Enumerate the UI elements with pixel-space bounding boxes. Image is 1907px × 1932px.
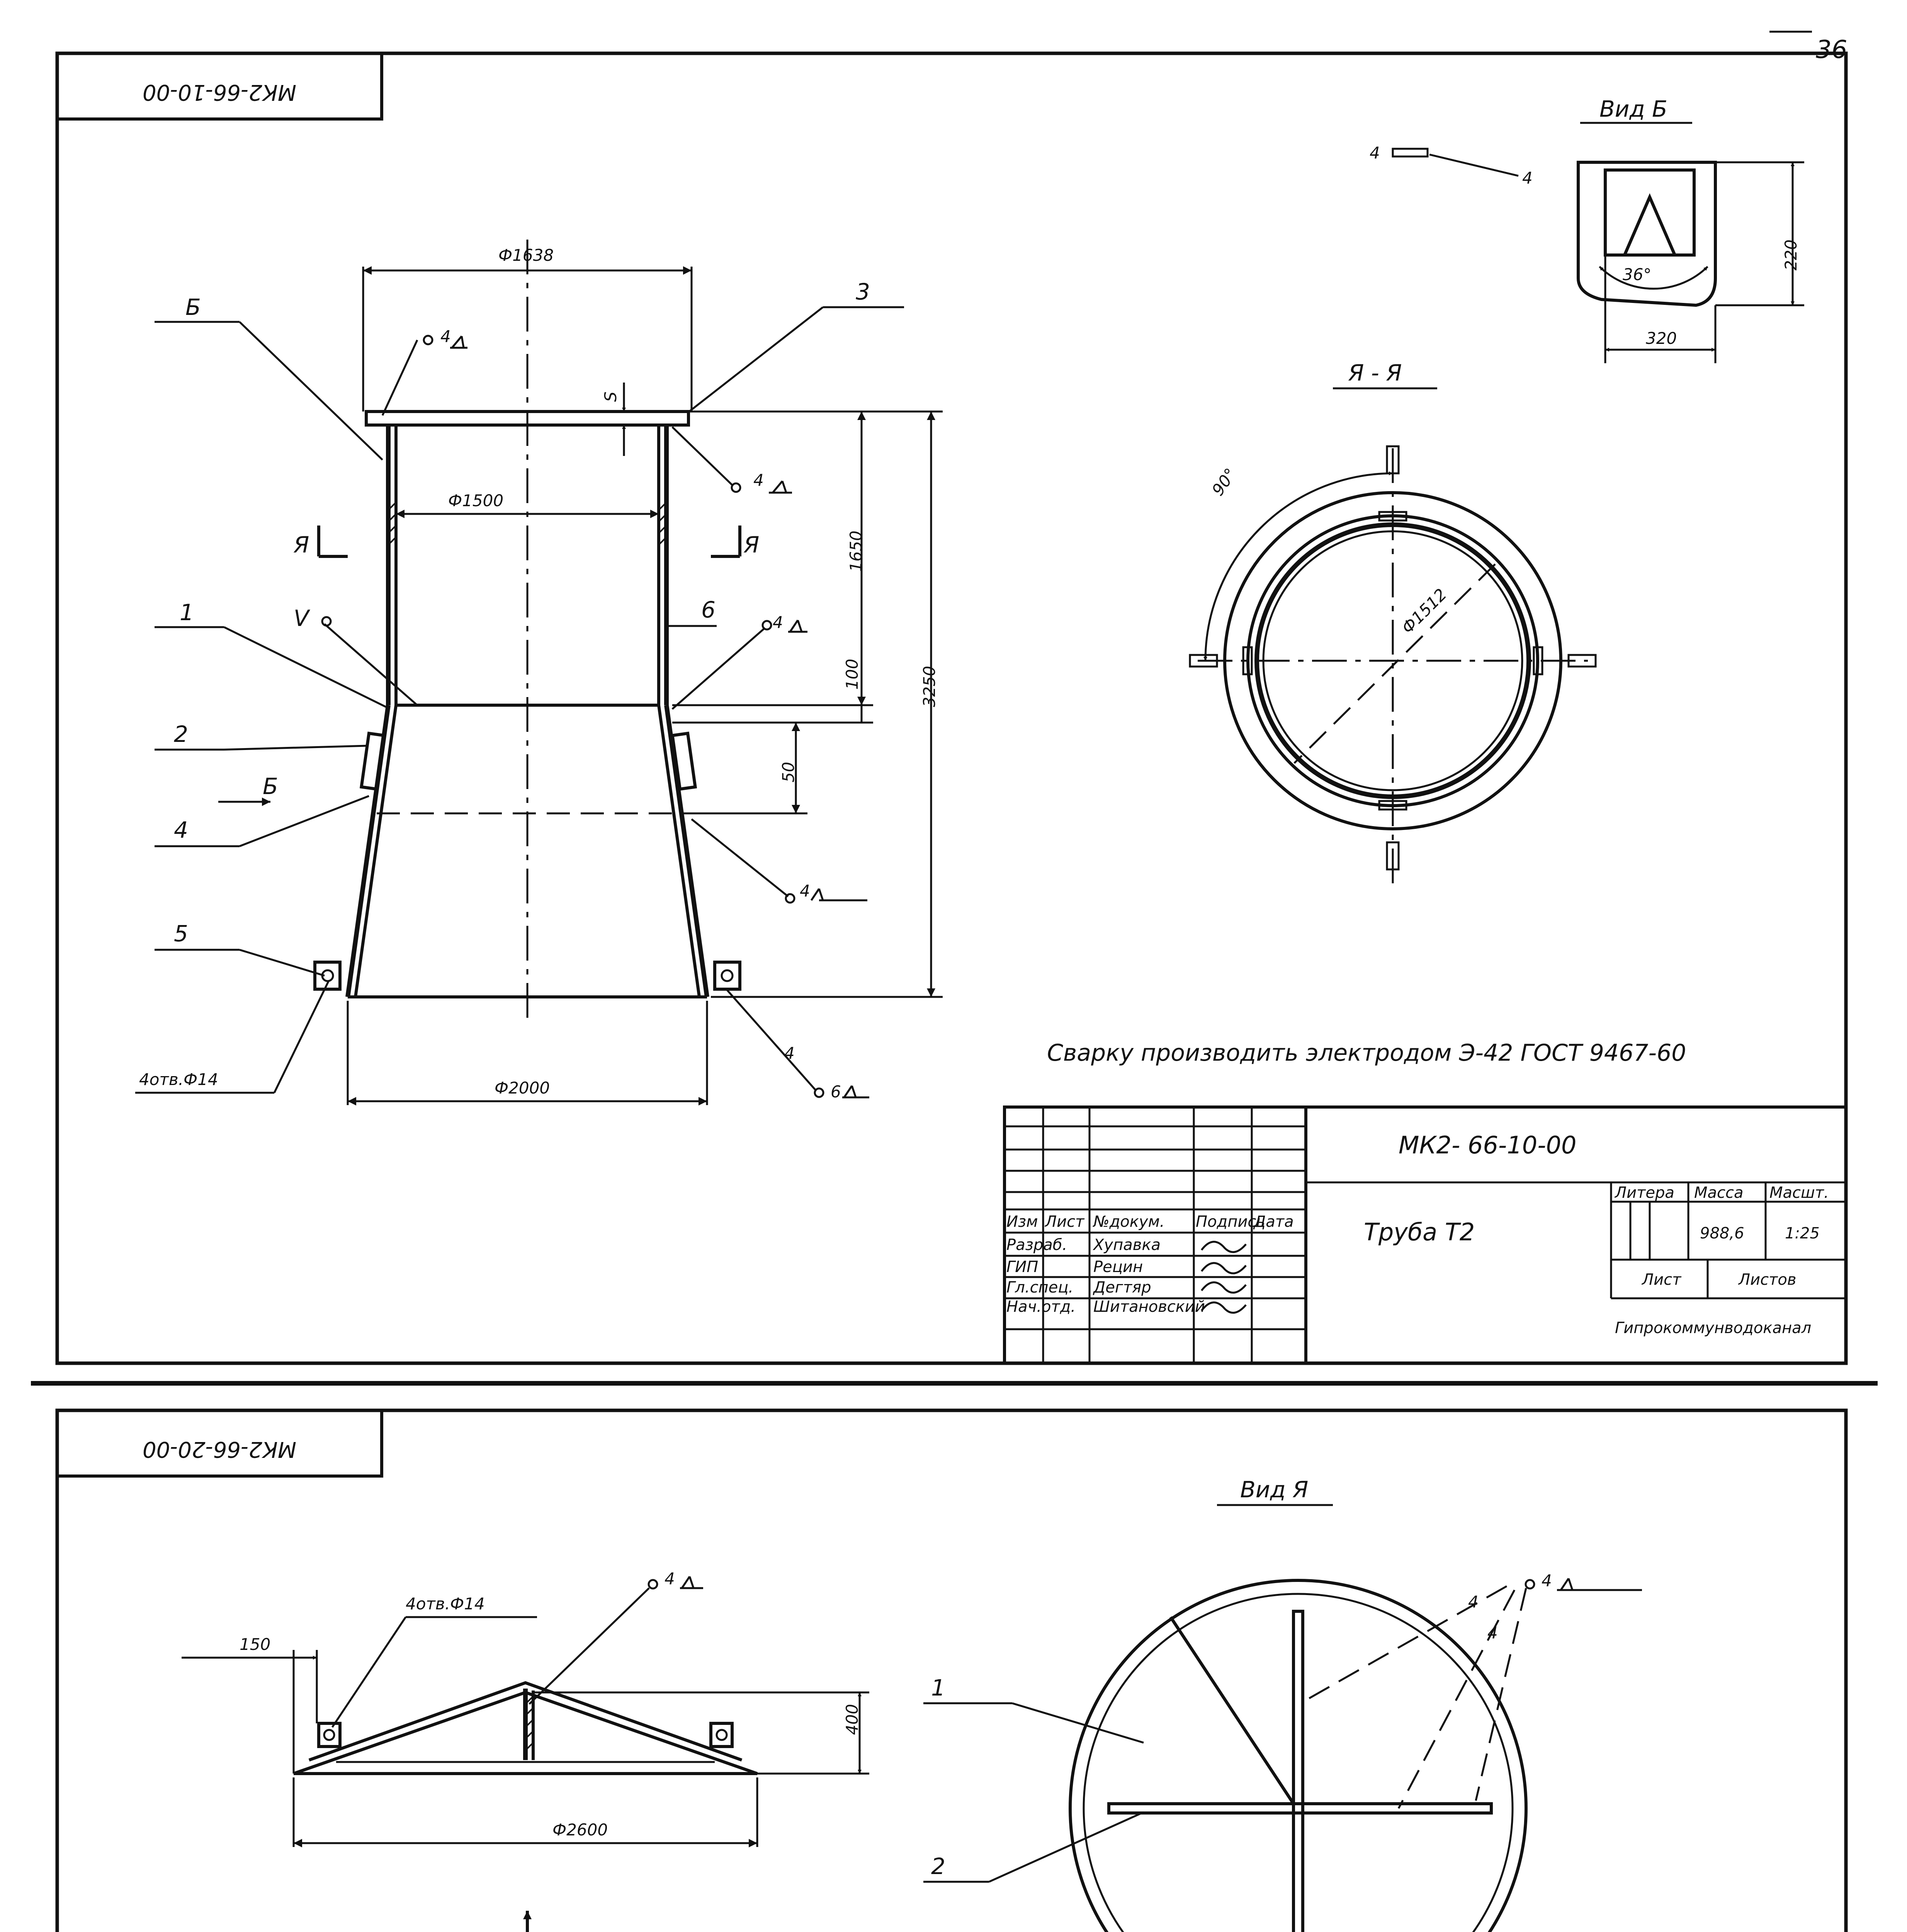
tb1-org: Гипрокоммунводоканал — [1615, 1319, 1812, 1337]
callout-2: 2 — [174, 721, 188, 747]
tb1-litera-label: Литера — [1615, 1184, 1674, 1202]
leader-4c-view-a: 4 — [1487, 1623, 1498, 1642]
tb1-person-1: Рецин — [1093, 1258, 1143, 1276]
dim-h400: 400 — [843, 1704, 862, 1735]
tb1-person-0: Хупавка — [1093, 1236, 1161, 1254]
tb1-h3: Подпись — [1196, 1213, 1265, 1231]
drawing2 — [31, 1383, 1878, 1932]
weld-label-view-a: 4 — [1542, 1571, 1552, 1590]
callout-2-view-a: 2 — [931, 1853, 945, 1879]
callout-1: 1 — [180, 599, 194, 626]
dim-h100: 100 — [843, 658, 862, 690]
tb1-person-3: Шитановский — [1093, 1298, 1205, 1316]
view-a — [923, 1476, 1642, 1932]
tb1-sheet-label: Лист — [1642, 1271, 1681, 1289]
reflector-side-view — [182, 1569, 869, 1932]
dim-angle-90-section: 90° — [1208, 464, 1241, 499]
tb1-scale-label: Масшт. — [1769, 1184, 1829, 1202]
leader-4-bottom: 4 — [784, 1044, 795, 1063]
dim-thickness-s: S — [601, 391, 620, 402]
sheet-number-top: 36 — [1816, 36, 1848, 64]
callout-holes: 4отв.Ф14 — [139, 1070, 218, 1089]
weld-label-top: 4 — [665, 1569, 675, 1588]
pipe-side-view — [135, 240, 943, 1105]
leader-4b-view-a: 4 — [1468, 1592, 1479, 1611]
weld-label-6: 6 — [831, 1082, 841, 1101]
tb1-person-2: Дегтяр — [1093, 1279, 1151, 1296]
callout-v: V — [294, 605, 309, 631]
weld-label-d: 4 — [800, 881, 810, 900]
weld-label-b: 4 — [753, 471, 764, 490]
dim-angle-36: 36° — [1623, 265, 1652, 284]
callout-6: 6 — [701, 597, 716, 623]
drawing1-code-rotated: МК2-66-10-00 — [142, 80, 297, 105]
dim-h50: 50 — [779, 762, 798, 782]
drawing2-code-rotated: МК2-66-20-00 — [142, 1437, 297, 1462]
view-arrow-b: Б — [263, 773, 278, 799]
view-b-leader-4b: 4 — [1522, 168, 1533, 187]
section-a-a-title: Я - Я — [1348, 360, 1402, 386]
view-b-title: Вид Б — [1599, 96, 1667, 122]
tb1-role-0: Разраб. — [1006, 1236, 1067, 1254]
dim-d2000: Ф2000 — [495, 1078, 550, 1097]
callout-holes-2: 4отв.Ф14 — [406, 1594, 485, 1613]
tb1-h4: Дата — [1254, 1213, 1294, 1231]
dim-d1512: Ф1512 — [1398, 585, 1451, 638]
drawing1-title-block — [1004, 1107, 1846, 1363]
view-b — [1370, 96, 1804, 363]
tb1-role-2: Гл.спец. — [1006, 1279, 1074, 1296]
tb1-h0: Изм — [1006, 1213, 1038, 1231]
tb1-scale: 1:25 — [1785, 1225, 1820, 1242]
dim-d1638: Ф1638 — [498, 246, 554, 265]
cut-mark-left: Я — [294, 532, 309, 558]
drawing1 — [57, 53, 1846, 1363]
dim-h3250: 3250 — [920, 666, 939, 707]
view-a-title: Вид Я — [1240, 1476, 1309, 1503]
callout-4: 4 — [174, 817, 188, 843]
tb1-sheets-label: Листов — [1739, 1271, 1797, 1289]
section-a-a — [1190, 360, 1596, 885]
tb1-code: МК2- 66-10-00 — [1399, 1131, 1577, 1159]
view-b-leader-4: 4 — [1370, 143, 1380, 162]
weld-label-c: 4 — [773, 613, 783, 632]
callout-3: 3 — [856, 279, 870, 305]
callout-1-view-a: 1 — [931, 1675, 945, 1701]
dim-h1650: 1650 — [846, 531, 865, 572]
tb1-mass: 988,6 — [1700, 1225, 1744, 1242]
tb1-h1: Лист — [1045, 1213, 1084, 1231]
dim-w150: 150 — [240, 1635, 271, 1654]
dim-d2600: Ф2600 — [552, 1820, 608, 1839]
tb1-role-1: ГИП — [1006, 1258, 1038, 1276]
dim-width-320: 320 — [1646, 329, 1677, 348]
tb1-h2: №докум. — [1093, 1213, 1165, 1231]
tb1-name: Труба Т2 — [1364, 1218, 1475, 1246]
weld-label-a: 4 — [440, 327, 451, 346]
tb1-mass-label: Масса — [1694, 1184, 1744, 1202]
tb1-role-3: Нач.отд. — [1006, 1298, 1076, 1316]
callout-b: Б — [185, 294, 201, 320]
dim-height-220: 220 — [1781, 239, 1800, 270]
callout-5: 5 — [174, 920, 188, 947]
dim-d1500: Ф1500 — [448, 491, 504, 510]
drawing1-note: Сварку производить электродом Э-42 ГОСТ 9467-60 — [1047, 1039, 1686, 1066]
cut-mark-right: Я — [744, 532, 760, 558]
